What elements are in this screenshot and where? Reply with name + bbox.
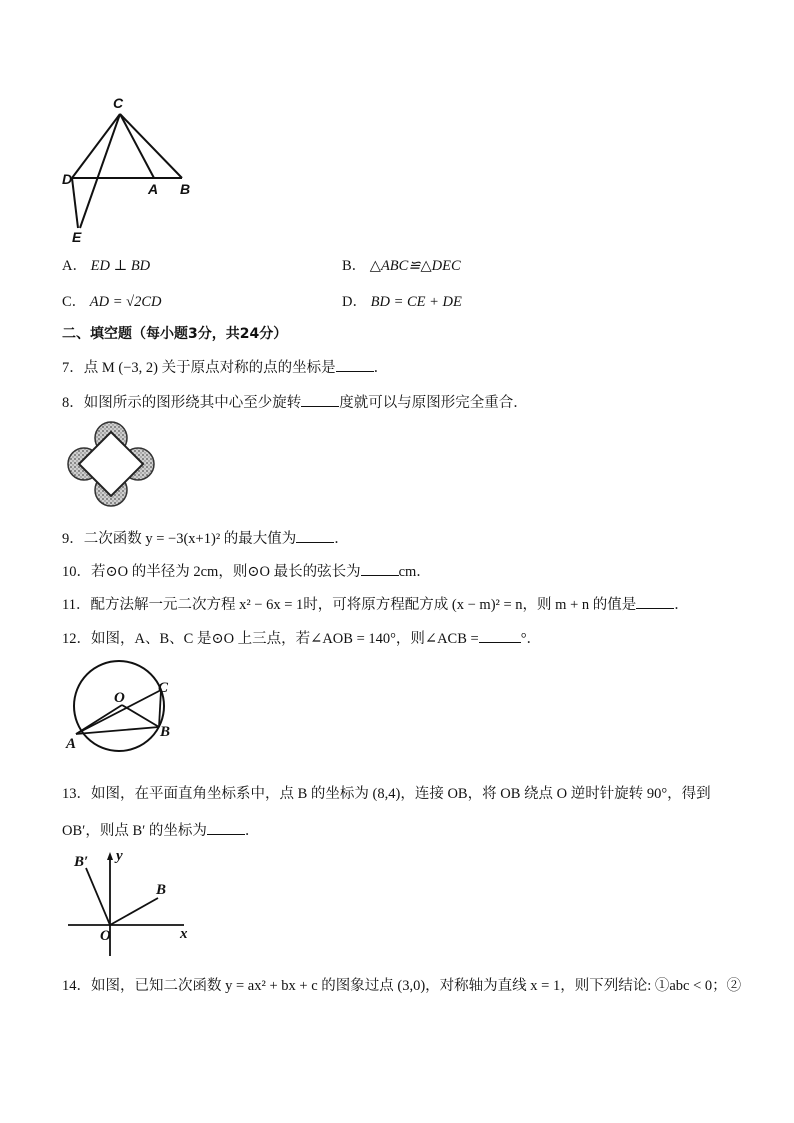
answer-blank-11[interactable] (636, 594, 674, 609)
answer-blank-13[interactable] (207, 820, 245, 835)
question-13-text: OB′，则点 B′ 的坐标为 (62, 823, 207, 839)
question-13-end: ． (244, 823, 260, 839)
question-13-line2 (62, 820, 259, 840)
label-y: y (116, 848, 123, 864)
answer-blank-12[interactable] (479, 628, 521, 643)
option-a-text: ED ⊥ BD (90, 258, 151, 274)
label-b: B (180, 181, 191, 197)
option-b-letter: B． (342, 258, 367, 274)
section-title: 二、填空题（每小题3分，共24分） (62, 326, 288, 342)
label-a: A (148, 181, 159, 197)
question-14: 14．如图，已知二次函数 y = ax² + bx + c 的图象过点 (3,0)，对称轴为直线 x = 1，则下列结论: ①abc < 0；② (62, 978, 742, 994)
option-a-letter: A． (62, 258, 87, 274)
coordinate-figure-q13 (62, 848, 192, 960)
answer-blank-7[interactable] (336, 357, 374, 372)
question-10 (62, 561, 431, 581)
option-c-text: AD = √2CD (89, 294, 162, 310)
question-12 (62, 628, 541, 648)
triangle-figure-q6 (58, 88, 198, 248)
question-8-end: 度就可以与原图形完全重合． (339, 395, 528, 411)
circle-figure-q12 (62, 660, 182, 756)
answer-blank-10[interactable] (361, 561, 399, 576)
option-b-text: △ABC≌△DEC (369, 258, 461, 274)
label-b-prime: B′ (74, 854, 89, 870)
question-12-text: 12．如图，A、B、C 是⊙O 上三点，若∠AOB = 140°，则∠ACB = (62, 631, 479, 647)
label-a: A (66, 736, 77, 752)
question-9 (62, 528, 349, 548)
question-9-end: ． (334, 531, 349, 547)
question-7 (62, 357, 388, 377)
label-d: D (62, 171, 73, 187)
label-o: O (114, 690, 125, 706)
option-c[interactable] (62, 293, 162, 311)
option-d-text: BD = CE + DE (370, 294, 462, 310)
question-9-text: 9．二次函数 y = −3(x+1)² 的最大值为 (62, 531, 297, 547)
answer-blank-8[interactable] (301, 392, 339, 407)
answer-blank-9[interactable] (296, 528, 334, 543)
label-b: B (156, 882, 167, 898)
option-c-letter: C． (62, 294, 87, 310)
question-7-end: ． (373, 360, 389, 376)
question-11 (62, 594, 689, 614)
flower-figure-q8 (62, 418, 162, 510)
label-c: C (158, 680, 169, 696)
label-e: E (72, 229, 82, 245)
question-13-line1: 13．如图，在平面直角坐标系中，点 B 的坐标为 (8,4)，连接 OB，将 OB 绕点 O 逆时针旋转 90°，得到 (62, 786, 711, 802)
label-c: C (113, 95, 124, 111)
option-a[interactable] (62, 257, 150, 275)
label-o: O (100, 928, 111, 944)
question-7-text: 7．点 M (−3, 2) 关于原点对称的点的坐标是 (62, 360, 336, 376)
option-d-letter: D． (342, 294, 367, 310)
question-11-text: 11．配方法解一元二次方程 x² − 6x = 1时，可将原方程配方成 (x − m)² = n，则 m + n 的值是 (62, 597, 637, 613)
question-12-end: °． (520, 631, 542, 647)
label-x: x (180, 926, 188, 942)
option-b[interactable] (342, 257, 461, 275)
question-11-end: ． (674, 597, 689, 613)
option-d[interactable] (342, 293, 462, 311)
question-8 (62, 392, 528, 412)
label-b: B (160, 724, 171, 740)
question-10-end: cm． (398, 564, 431, 580)
question-8-text: 8．如图所示的图形绕其中心至少旋转 (62, 395, 302, 411)
question-10-text: 10．若⊙O 的半径为 2cm，则⊙O 最长的弦长为 (62, 564, 361, 580)
